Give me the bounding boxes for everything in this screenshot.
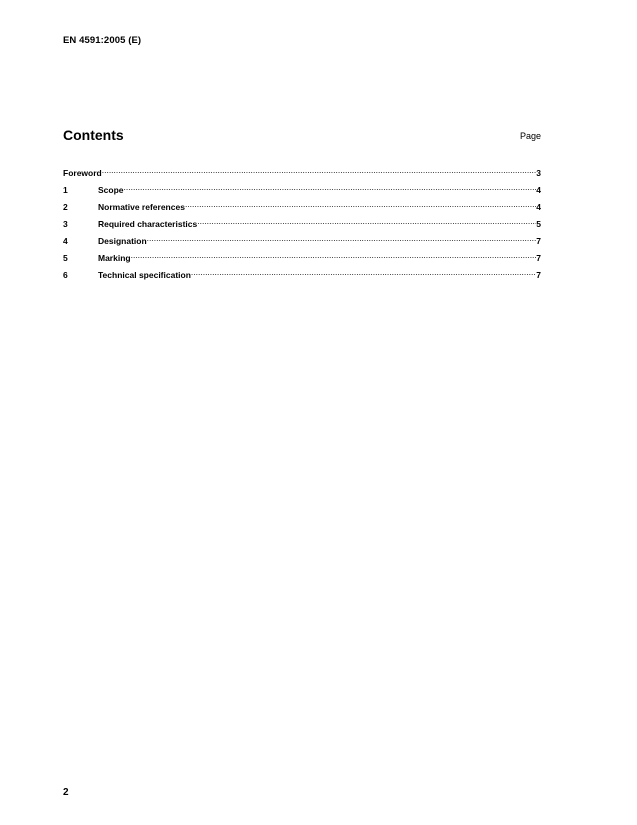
- toc-dot-leader: [102, 165, 537, 176]
- toc-entry-required-characteristics[interactable]: [63, 216, 541, 233]
- toc-dot-leader: [197, 216, 536, 227]
- toc-entry-title: Scope: [98, 185, 124, 195]
- toc-entry-normative-references[interactable]: [63, 199, 541, 216]
- toc-entry-title: Technical specification: [98, 270, 191, 280]
- toc-entry-title: Required characteristics: [98, 219, 198, 229]
- toc-entry-page: 3: [536, 168, 541, 178]
- toc-entry-page: 7: [536, 253, 541, 263]
- contents-heading: Contents: [63, 127, 124, 143]
- toc-entry-page: 4: [536, 185, 541, 195]
- toc-entry-title: Normative references: [98, 202, 185, 212]
- toc-dot-leader: [147, 233, 537, 244]
- toc-entry-title: Designation: [98, 236, 147, 246]
- table-of-contents: [63, 165, 541, 284]
- toc-entry-number: 5: [63, 253, 68, 263]
- toc-entry-technical-specification[interactable]: [63, 267, 541, 284]
- document-header: EN 4591:2005 (E): [63, 35, 142, 46]
- toc-entry-number: 4: [63, 236, 68, 246]
- page-column-label: Page: [519, 131, 541, 141]
- toc-entry-title: Foreword: [63, 168, 102, 178]
- toc-entry-number: 6: [63, 270, 68, 280]
- toc-entry-scope[interactable]: [63, 182, 541, 199]
- toc-dot-leader: [191, 267, 536, 278]
- toc-entry-marking[interactable]: [63, 250, 541, 267]
- toc-entry-designation[interactable]: [63, 233, 541, 250]
- toc-entry-number: 1: [63, 185, 68, 195]
- toc-entry-page: 7: [536, 236, 541, 246]
- toc-dot-leader: [185, 199, 536, 210]
- toc-entry-number: 3: [63, 219, 68, 229]
- toc-entry-page: 4: [536, 202, 541, 212]
- toc-dot-leader: [124, 182, 537, 193]
- toc-entry-number: 2: [63, 202, 68, 212]
- toc-dot-leader: [131, 250, 537, 261]
- toc-entry-foreword[interactable]: [63, 165, 541, 182]
- toc-entry-title: Marking: [98, 253, 131, 263]
- page-number: 2: [63, 787, 69, 798]
- toc-entry-page: 5: [536, 219, 541, 229]
- toc-entry-page: 7: [536, 270, 541, 280]
